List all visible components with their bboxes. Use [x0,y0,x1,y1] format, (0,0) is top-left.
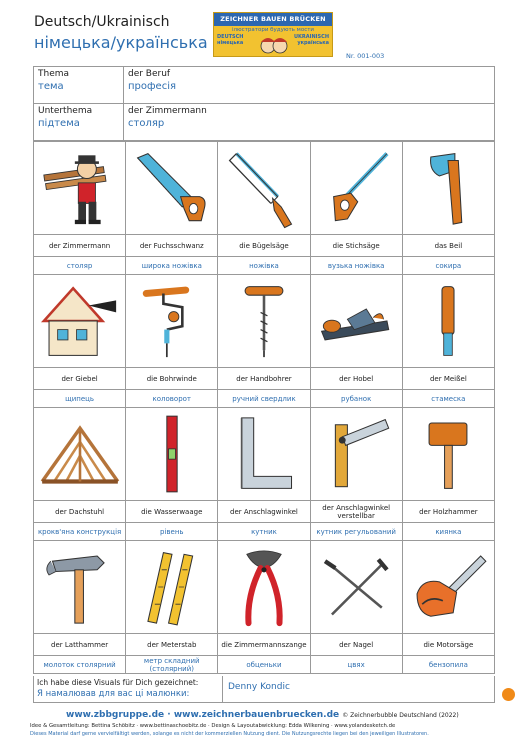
logo-right-de: UKRAINISCH [293,34,329,40]
label-de: der Nagel [310,634,402,656]
zeichner-logo [213,12,333,57]
plane-icon [313,278,399,364]
label-uk: широка ножівка [126,257,218,275]
document-number: Nr. 001-003 [346,52,385,60]
label-uk: кутник регульований [310,523,402,541]
orange-dot-icon [502,688,515,701]
bevel-square-icon [313,411,399,497]
label-de: der Hobel [310,368,402,390]
logo-faces-icon [258,32,290,56]
brace-drill-icon [129,278,215,364]
label-uk: коловорот [126,390,218,408]
mallet-icon [405,411,491,497]
label-uk: метр складний (столярний) [126,656,218,674]
label-de: die Stichsäge [310,235,402,257]
label-uk: рівень [126,523,218,541]
label-de: der Meterstab [126,634,218,656]
folding-rule-icon [129,544,215,630]
footer-copyright: © Zeichnerbubble Deutschland (2022) [342,712,459,719]
label-uk: цвях [310,656,402,674]
topic-table [33,66,495,141]
gable-house-icon [37,278,123,364]
label-uk: киянка [402,523,494,541]
thema-value: der Beruf [128,69,171,79]
label-de: die Wasserwaage [126,501,218,523]
label-uk: вузька ножівка [310,257,402,275]
vocabulary-grid [33,141,495,674]
label-uk: обценьки [218,656,310,674]
handsaw-icon [129,145,215,231]
label-uk: щипець [34,390,126,408]
label-de: der Holzhammer [402,501,494,523]
artist-name: Denny Kondic [222,676,495,702]
logo-subtitle: ілюстратори будують мости [232,27,314,33]
hatchet-icon [405,145,491,231]
label-uk: молоток столярний [34,656,126,674]
label-de: der Meißel [402,368,494,390]
nails-icon [313,544,399,630]
thema-value-uk: професія [128,81,176,92]
keyhole-saw-icon [313,145,399,231]
label-de: der Giebel [34,368,126,390]
carpenter-icon [37,145,123,231]
thema-label: Thema [38,69,70,79]
label-de: der Anschlagwinkel verstellbar [310,501,402,523]
label-de: der Zimmermann [34,235,126,257]
logo-right-uk: українська [297,40,329,46]
thema-label-uk: тема [38,81,64,92]
credit-question-de: Ich habe diese Visuals für Dich gezeichnet: [37,678,199,687]
chainsaw-icon [405,544,491,630]
label-de: der Fuchsschwanz [126,235,218,257]
footer-urls[interactable]: www.zbbgruppe.de · www.zeichnerbauenbruecken.de [66,710,340,720]
label-de: die Motorsäge [402,634,494,656]
label-de: die Zimmermannszange [218,634,310,656]
label-uk: ручний свердлик [218,390,310,408]
hacksaw-icon [221,145,307,231]
label-uk: стамеска [402,390,494,408]
chisel-icon [405,278,491,364]
unterthema-value: der Zimmermann [128,106,207,116]
illustrator-credit [33,676,495,703]
try-square-icon [221,411,307,497]
pincers-icon [221,544,307,630]
credit-question-uk: Я намалював для вас ці малюнки: [37,689,190,699]
label-uk: кутник [218,523,310,541]
label-de: der Dachstuhl [34,501,126,523]
label-uk: крокв'яна конструкція [34,523,126,541]
logo-title: ZEICHNER BAUEN BRÜCKEN [214,13,332,26]
label-uk: рубанок [310,390,402,408]
unterthema-label: Unterthema [38,106,93,116]
label-uk: бензопила [402,656,494,674]
spirit-level-icon [129,411,215,497]
title-ukrainian: німецька/українська [34,33,208,52]
logo-left-de: DEUTSCH [217,34,244,40]
label-de: der Anschlagwinkel [218,501,310,523]
unterthema-value-uk: столяр [128,118,165,129]
logo-left-uk: німецька [217,40,244,46]
unterthema-label-uk: підтема [38,118,80,129]
label-de: die Bügelsäge [218,235,310,257]
title-german: Deutsch/Ukrainisch [34,14,170,30]
label-de: der Latthammer [34,634,126,656]
label-de: der Handbohrer [218,368,310,390]
footer-credits: Idee & Gesamtleitung: Bettina Schöbitz · www.bettinaschoebitz.de · Design & Layoutabwicklung: Edda Wilkening · www.yolandesketch.de [30,723,396,729]
label-uk: сокира [402,257,494,275]
hammer-icon [37,544,123,630]
label-uk: ножівка [218,257,310,275]
roof-truss-icon [37,411,123,497]
label-de: das Beil [402,235,494,257]
gimlet-icon [221,278,307,364]
footer-license: Dieses Material darf gerne vervielfältigt werden, solange es nicht der kommerziellen Nutzung dient. Die Nutzungsrechte liegen bei den jeweiligen Illustratoren. [30,731,429,737]
label-uk: столяр [34,257,126,275]
side-stamp [498,430,518,680]
label-de: die Bohrwinde [126,368,218,390]
